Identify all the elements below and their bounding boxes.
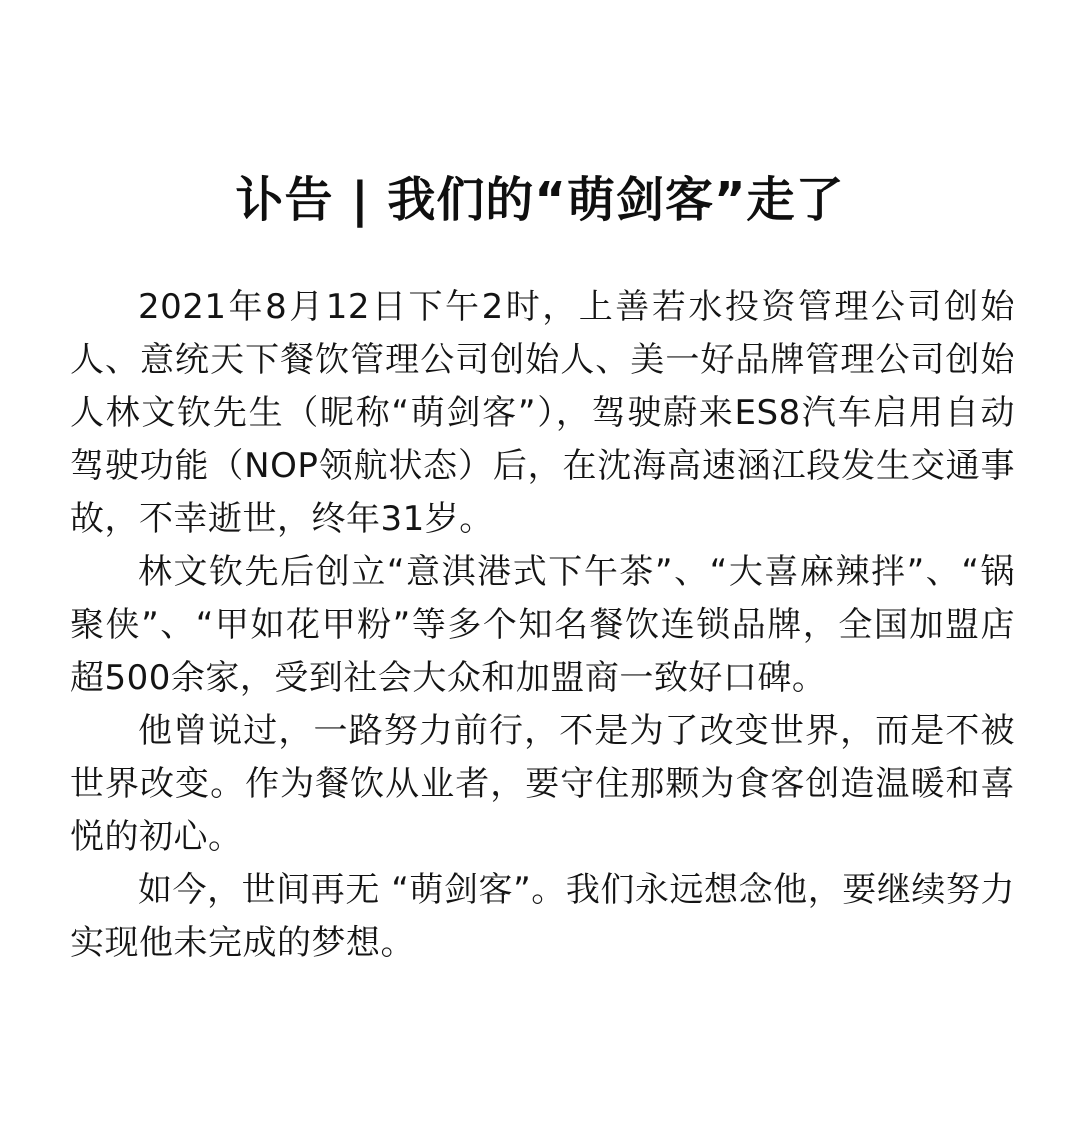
obituary-body — [70, 281, 1015, 970]
paragraph-brands: 林文钦先后创立“意淇港式下午茶”、“大喜麻辣拌”、“锅聚侠”、“甲如花甲粉”等多个知名餐饮连锁品牌，全国加盟店超500余家，受到社会大众和加盟商一致好口碑。 — [70, 552, 1015, 698]
page-title: 讣告 | 我们的“萌剑客”走了 — [235, 172, 845, 229]
paragraph-quote: 他曾说过，一路努力前行，不是为了改变世界，而是不被世界改变。作为餐饮从业者，要守住那颗为食客创造温暖和喜悦的初心。 — [70, 711, 1015, 857]
paragraph-accident: 2021年8月12日下午2时，上善若水投资管理公司创始人、意统天下餐饮管理公司创始人、美一好品牌管理公司创始人林文钦先生（昵称“萌剑客”），驾驶蔚来ES8汽车启用自动驾驶功能（NOP领航状态）后，在沈海高速涵江段发生交通事故，不幸逝世，终年31岁。 — [70, 287, 1015, 539]
paragraph-remembrance: 如今，世间再无 “萌剑客”。我们永远想念他，要继续努力实现他未完成的梦想。 — [70, 870, 1015, 963]
